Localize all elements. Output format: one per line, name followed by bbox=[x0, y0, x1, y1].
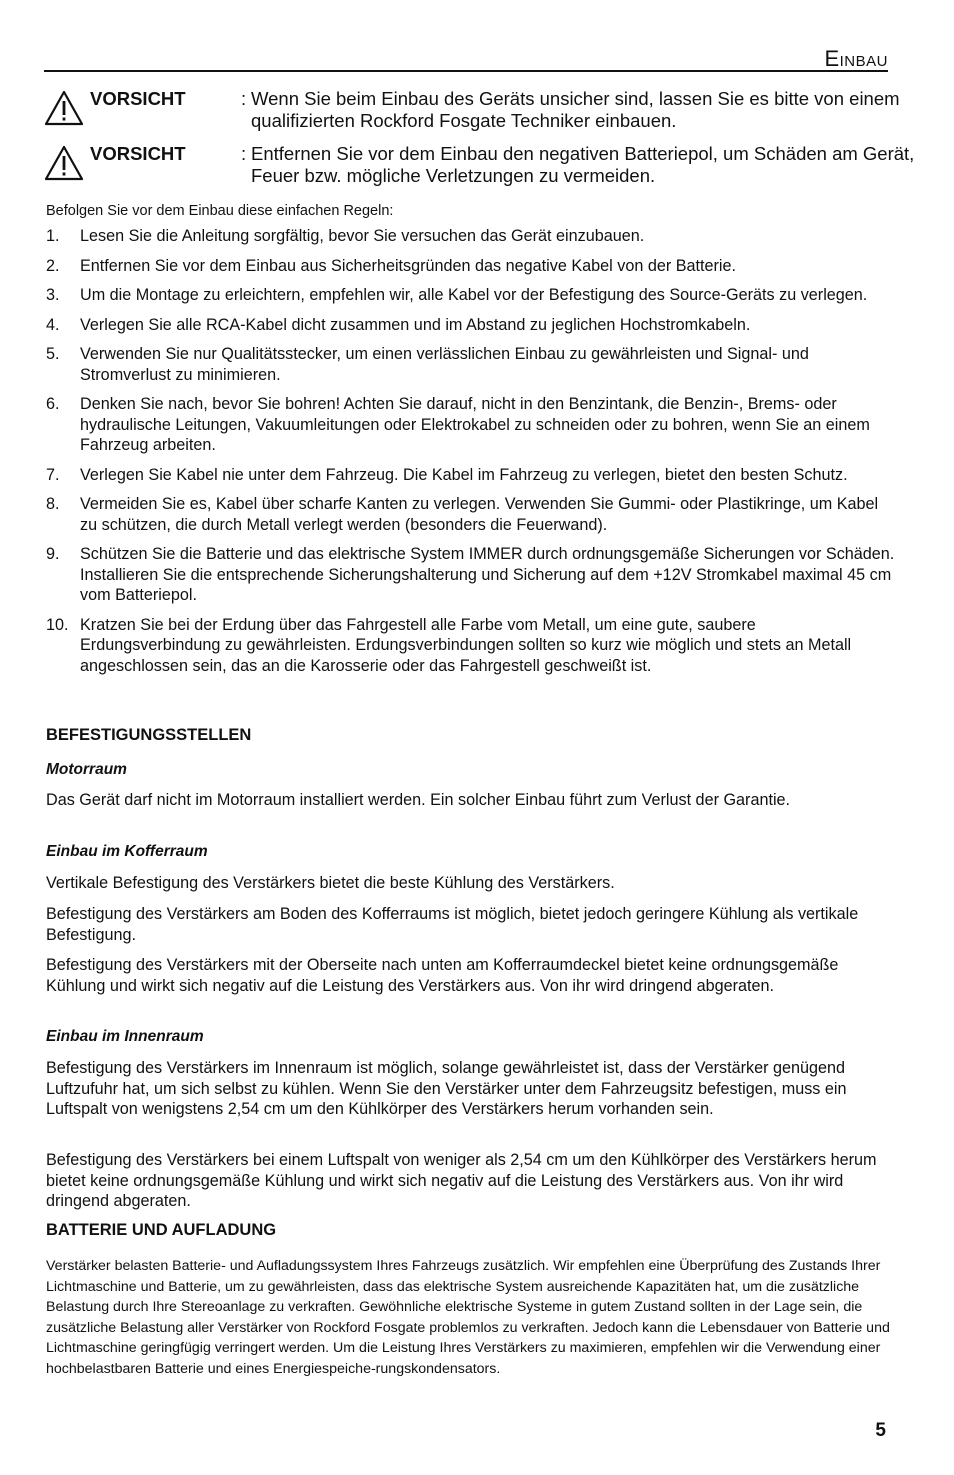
list-number: 8. bbox=[46, 495, 60, 513]
list-item bbox=[46, 615, 896, 677]
subheading-trunk: Einbau im Kofferraum bbox=[46, 843, 208, 860]
subheading-interior: Einbau im Innenraum bbox=[46, 1028, 204, 1045]
rules-intro: Befolgen Sie vor dem Einbau diese einfachen Regeln: bbox=[46, 203, 394, 219]
list-text: Kratzen Sie bei der Erdung über das Fahrgestell alle Farbe vom Metall, um eine gute, saubere Erdungsverbindung zu gewährleisten. Erdungsverbindungen sollten so kurz wie möglich und stets an Metall angeschlossen sein, das an die Karosserie oder das Fahrgestell geschweißt ist. bbox=[80, 615, 852, 675]
list-text: Entfernen Sie vor dem Einbau aus Sicherheitsgründen das negative Kabel von der Batterie. bbox=[80, 256, 737, 275]
warning-text: Entfernen Sie vor dem Einbau den negativen Batteriepol, um Schäden am Gerät, Feuer bzw. mögliche Verletzungen zu vermeiden. bbox=[251, 143, 915, 186]
list-number: 7. bbox=[46, 465, 60, 484]
paragraph: Das Gerät darf nicht im Motorraum installiert werden. Ein solcher Einbau führt zum Verlust der Garantie. bbox=[46, 791, 791, 809]
list-text: Um die Montage zu erleichtern, empfehlen wir, alle Kabel vor der Befestigung des Source-Geräts zu verlegen. bbox=[80, 286, 868, 304]
subheading-engine: Motorraum bbox=[46, 761, 127, 778]
list-item bbox=[46, 465, 896, 486]
list-number: 5. bbox=[46, 345, 60, 363]
list-text: Vermeiden Sie es, Kabel über scharfe Kanten zu verlegen. Verwenden Sie Gummi- oder Plastikringe, um Kabel zu schützen, die durch Metall verlegt werden (besonders die Feuerwand). bbox=[80, 495, 879, 534]
warning-label: VORSICHT bbox=[90, 88, 186, 109]
list-number: 10. bbox=[46, 615, 69, 634]
paragraph: Befestigung des Verstärkers im Innenraum ist möglich, solange gewährleistet ist, dass der Verstärker genügend Luftzufuhr hat, um sich selbst zu kühlen. Wenn Sie den Verstärker unter dem Fahrzeugsitz befestigen, muss ein Luftspalt von wenigstens 2,54 cm um den Kühlkörper des Verstärkers herum vorhanden sein. bbox=[46, 1059, 847, 1118]
list-number: 9. bbox=[46, 545, 60, 563]
warning-colon: : bbox=[241, 88, 247, 109]
list-text: Denken Sie nach, bevor Sie bohren! Achten Sie darauf, nicht in den Benzintank, die Benzin-, Brems- oder hydraulische Leitungen, Vakuumleitungen oder Elektrokabel zu schneiden oder zu bohren, wenn Sie an einem Fahrzeug arbeiten. bbox=[80, 395, 870, 454]
list-item bbox=[46, 226, 896, 247]
list-number: 3. bbox=[46, 286, 60, 304]
page-number: 5 bbox=[875, 1420, 886, 1441]
paragraph: Befestigung des Verstärkers am Boden des Kofferraums ist möglich, bietet jedoch geringere Kühlung als vertikale Befestigung. bbox=[46, 905, 859, 944]
rules-list bbox=[46, 226, 896, 685]
section-heading-mounting: BEFESTIGUNGSSTELLEN bbox=[46, 726, 252, 744]
warning-label: VORSICHT bbox=[90, 143, 186, 164]
list-text: Schützen Sie die Batterie und das elektrische System IMMER durch ordnungsgemäße Sicherungen vor Schäden. Installieren Sie die entsprechende Sicherungshalterung und Sicherung auf dem +12V Stromkabel maximal 45 cm vom Batteriepol. bbox=[80, 545, 895, 604]
section-title: Einbau bbox=[824, 46, 888, 71]
list-item bbox=[46, 344, 896, 385]
list-item bbox=[46, 394, 896, 456]
list-text: Lesen Sie die Anleitung sorgfältig, bevor Sie versuchen das Gerät einzubauen. bbox=[80, 227, 645, 245]
warning-colon: : bbox=[241, 143, 247, 164]
warning-text: Wenn Sie beim Einbau des Geräts unsicher sind, lassen Sie es bitte von einem qualifizierten Rockford Fosgate Techniker einbauen. bbox=[251, 88, 900, 131]
warning-triangle-icon bbox=[44, 90, 84, 126]
paragraph: Vertikale Befestigung des Verstärkers bietet die beste Kühlung des Verstärkers. bbox=[46, 874, 615, 892]
list-number: 4. bbox=[46, 315, 60, 334]
list-text: Verwenden Sie nur Qualitätsstecker, um einen verlässlichen Einbau zu gewährleisten und Signal- und Stromverlust zu minimieren. bbox=[80, 345, 809, 384]
list-item bbox=[46, 285, 896, 306]
page-header bbox=[44, 38, 888, 72]
list-text: Verlegen Sie alle RCA-Kabel dicht zusammen und im Abstand zu jeglichen Hochstromkabeln. bbox=[80, 315, 751, 334]
paragraph: Befestigung des Verstärkers bei einem Luftspalt von weniger als 2,54 cm um den Kühlkörper des Verstärkers herum bietet keine ordnungsgemäße Kühlung und wirkt sich negativ auf die Leistung des Verstärkers aus. Von ihr wird dringend abgeraten. bbox=[46, 1151, 877, 1210]
list-item bbox=[46, 544, 896, 606]
paragraph: Befestigung des Verstärkers mit der Oberseite nach unten am Kofferraumdeckel bietet keine ordnungsgemäße Kühlung und wirkt sich negativ auf die Leistung des Verstärkers aus. Von ihr wird dringend abgeraten. bbox=[46, 956, 839, 995]
list-number: 2. bbox=[46, 256, 60, 275]
list-text: Verlegen Sie Kabel nie unter dem Fahrzeug. Die Kabel im Fahrzeug zu verlegen, bietet den besten Schutz. bbox=[80, 465, 848, 484]
list-number: 1. bbox=[46, 227, 60, 245]
paragraph: Verstärker belasten Batterie- und Aufladungssystem Ihres Fahrzeugs zusätzlich. Wir empfehlen eine Überprüfung des Zustands Ihrer Lichtmaschine und Batterie, um zu gewährleisten, dass das elektrische System ausreichende Kapazitäten hat, um die zusätzliche Belastung durch Ihre Stereoanlage zu verkraften. Gewöhnliche elektrische Systeme in gutem Zustand sollten in der Lage sein, die zusätzliche Belastung aller Verstärker von Rockford Fosgate problemlos zu verkraften. Jedoch kann die Lebensdauer von Batterie und Lichtmaschine geringfügig verringert werden. Um die Leistung Ihres Verstärkers zu maximieren, empfehlen wir die Verwendung einer hochbelastbaren Batterie und eines Energiespeiche-rungskondensators. bbox=[46, 1258, 890, 1377]
list-item bbox=[46, 256, 896, 277]
warning-triangle-icon bbox=[44, 145, 84, 181]
list-item bbox=[46, 494, 896, 535]
list-number: 6. bbox=[46, 395, 60, 413]
section-heading-battery: BATTERIE UND AUFLADUNG bbox=[46, 1221, 277, 1239]
list-item bbox=[46, 315, 896, 336]
